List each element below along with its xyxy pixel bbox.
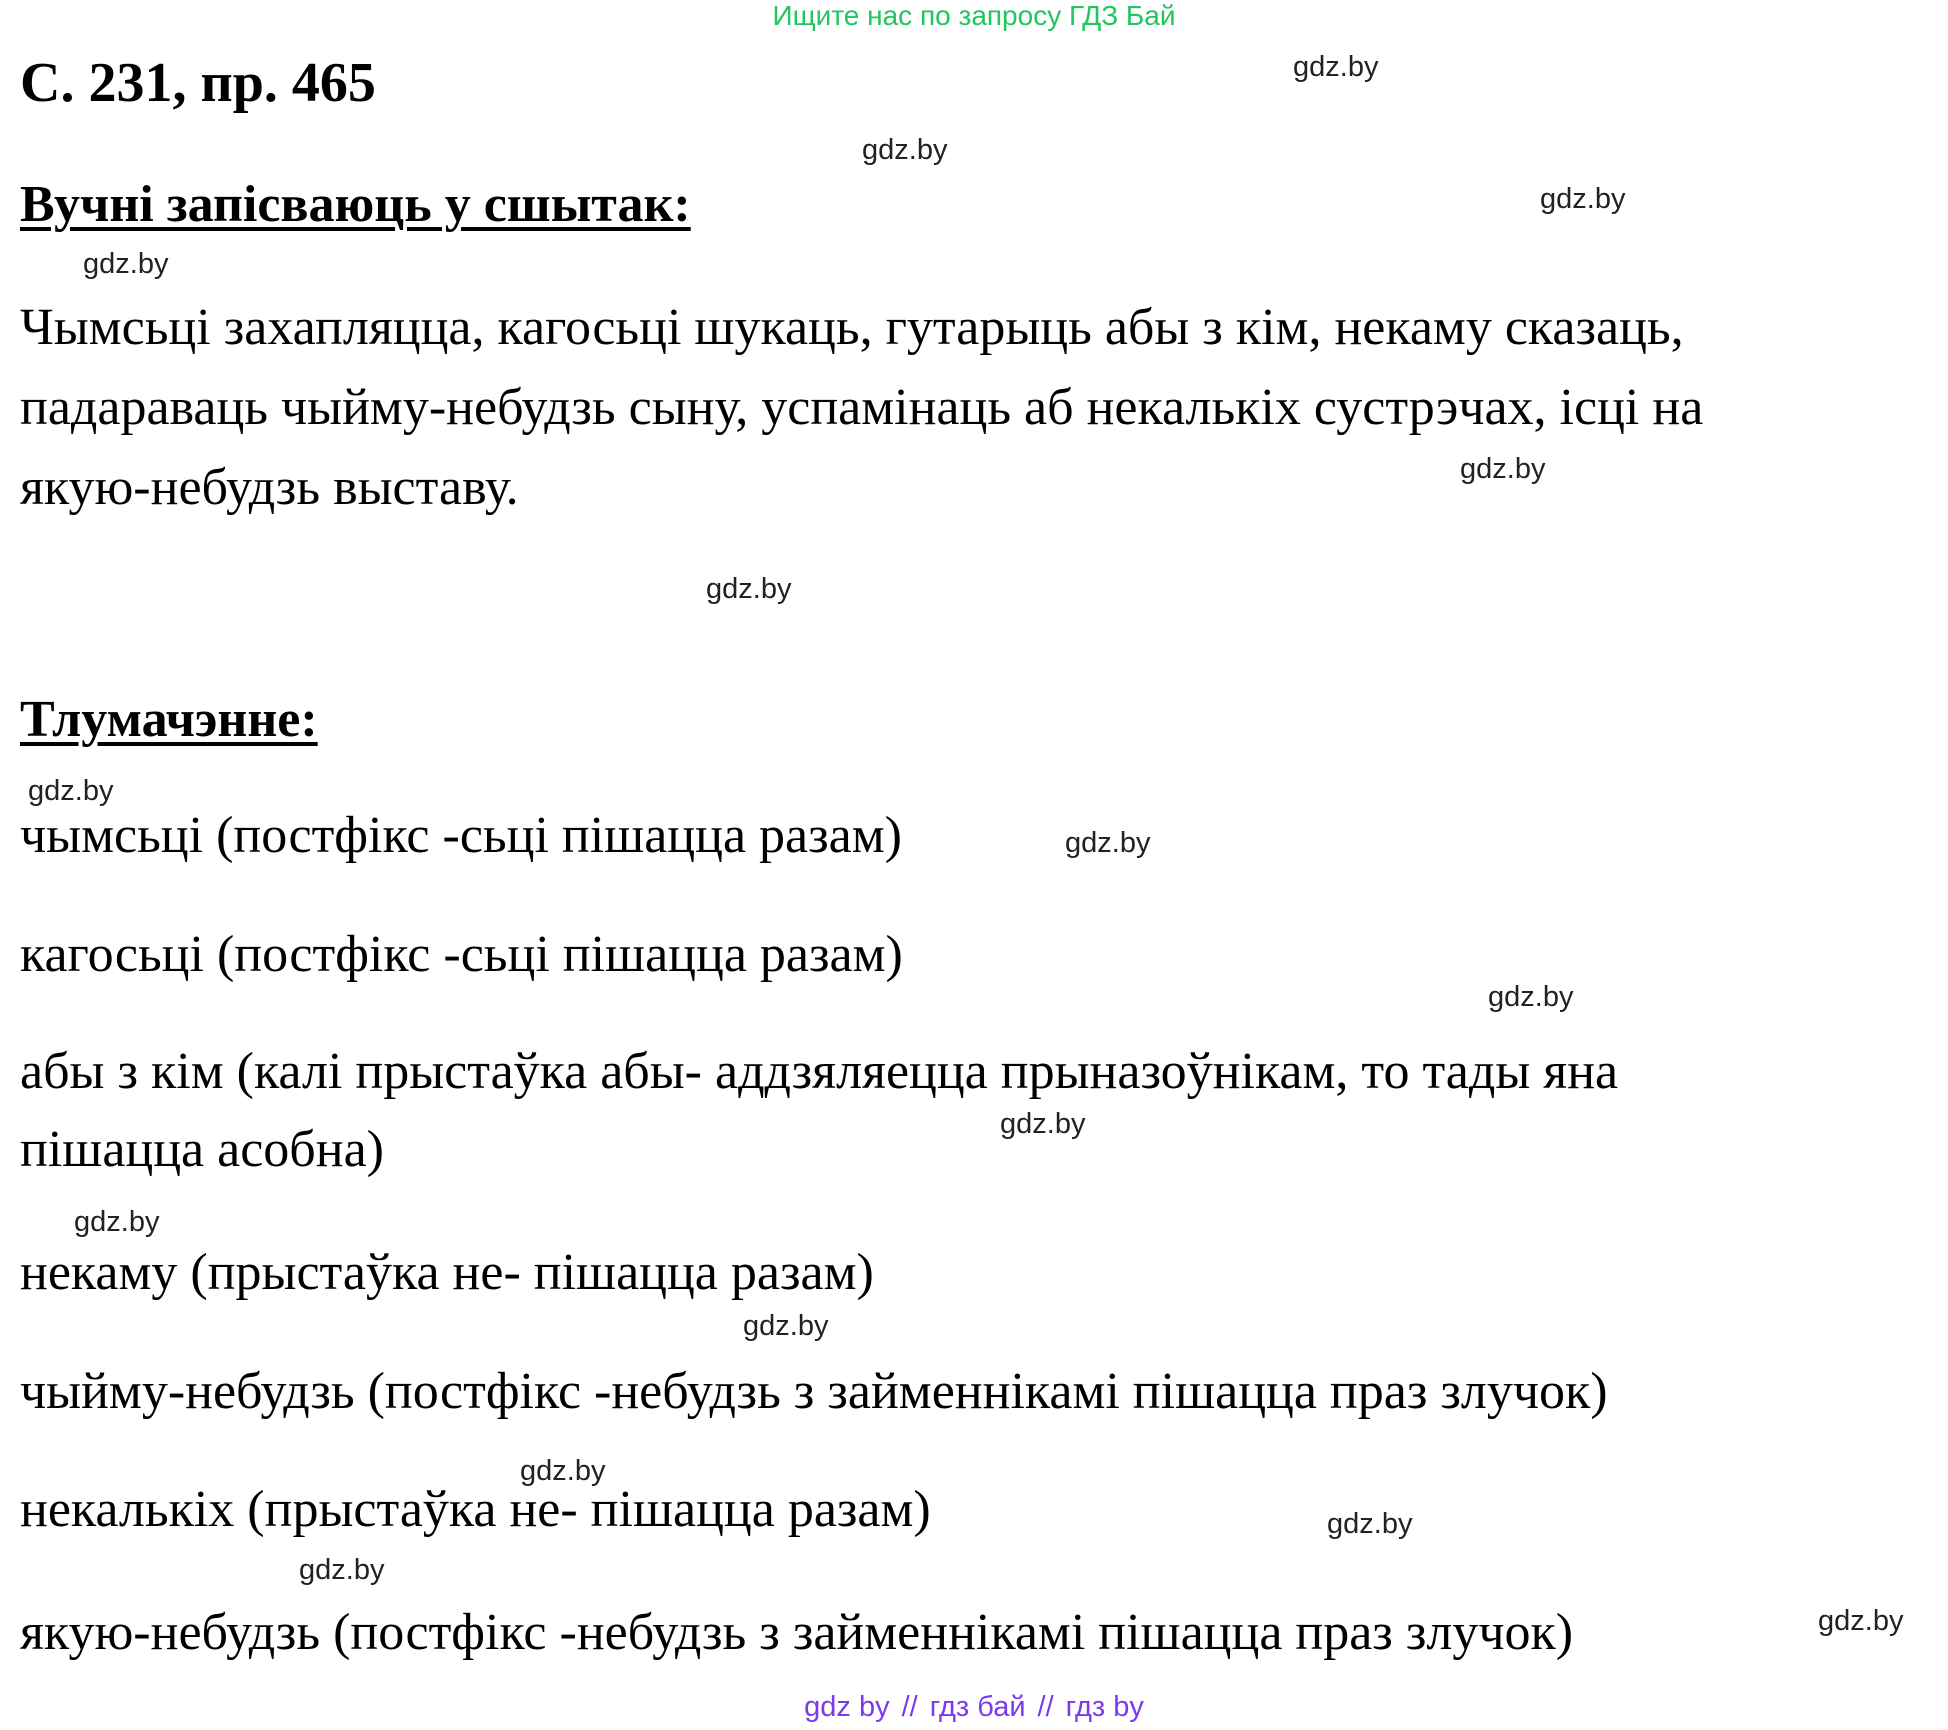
watermark: gdz.by bbox=[1327, 1508, 1413, 1540]
explanation-item: чымсьці (постфікс -сьці пішацца разам) bbox=[20, 807, 902, 864]
footer-link[interactable]: гдз by bbox=[1065, 1691, 1144, 1723]
answer-text bbox=[20, 288, 1945, 528]
watermark: gdz.by bbox=[1293, 51, 1379, 83]
watermark: gdz.by bbox=[28, 775, 114, 807]
explanation-item: пішацца асобна) bbox=[20, 1121, 384, 1178]
watermark: gdz.by bbox=[743, 1310, 829, 1342]
footer-link[interactable]: гдз бай bbox=[929, 1691, 1026, 1723]
watermark: gdz.by bbox=[862, 134, 948, 166]
watermark: gdz.by bbox=[1460, 453, 1546, 485]
explanation-item: якую-небудзь (постфікс -небудзь з займеннікамі пішацца праз злучок) bbox=[20, 1604, 1574, 1661]
footer-separator: // bbox=[901, 1691, 918, 1723]
answer-line: якую-небудзь выставу. bbox=[20, 459, 519, 516]
watermark: gdz.by bbox=[299, 1554, 385, 1586]
footer-links bbox=[0, 1690, 1948, 1724]
explanation-item: абы з кім (калі прыстаўка абы- аддзяляецца прыназоўнікам, то тады яна bbox=[20, 1043, 1619, 1100]
page-title: С. 231, пр. 465 bbox=[20, 52, 376, 114]
answer-line: падараваць чыйму-небудзь сыну, успамінаць аб некалькіх сустрэчах, ісці на bbox=[20, 379, 1704, 436]
answer-heading: Вучні запісваюць у сшытак: bbox=[20, 176, 691, 233]
watermark: gdz.by bbox=[1818, 1605, 1904, 1637]
footer-separator: // bbox=[1037, 1691, 1054, 1723]
watermark: gdz.by bbox=[83, 248, 169, 280]
watermark: gdz.by bbox=[1540, 183, 1626, 215]
explanation-heading: Тлумачэнне: bbox=[20, 691, 318, 748]
top-banner: Ищите нас по запросу ГДЗ Бай bbox=[772, 0, 1176, 31]
watermark: gdz.by bbox=[1488, 981, 1574, 1013]
watermark: gdz.by bbox=[1065, 827, 1151, 859]
answer-line: Чымсьці захапляцца, кагосьці шукаць, гутарыць абы з кім, некаму сказаць, bbox=[20, 299, 1684, 356]
explanation-item: некаму (прыстаўка не- пішацца разам) bbox=[20, 1244, 874, 1301]
watermark: gdz.by bbox=[1000, 1108, 1086, 1140]
explanation-item: некалькіх (прыстаўка не- пішацца разам) bbox=[20, 1481, 931, 1538]
watermark: gdz.by bbox=[520, 1455, 606, 1487]
explanation-item: кагосьці (постфікс -сьці пішацца разам) bbox=[20, 926, 903, 983]
watermark: gdz.by bbox=[706, 573, 792, 605]
explanation-item: чыйму-небудзь (постфікс -небудзь з займеннікамі пішацца праз злучок) bbox=[20, 1363, 1608, 1420]
footer-link[interactable]: gdz by bbox=[804, 1691, 890, 1723]
watermark: gdz.by bbox=[74, 1206, 160, 1238]
